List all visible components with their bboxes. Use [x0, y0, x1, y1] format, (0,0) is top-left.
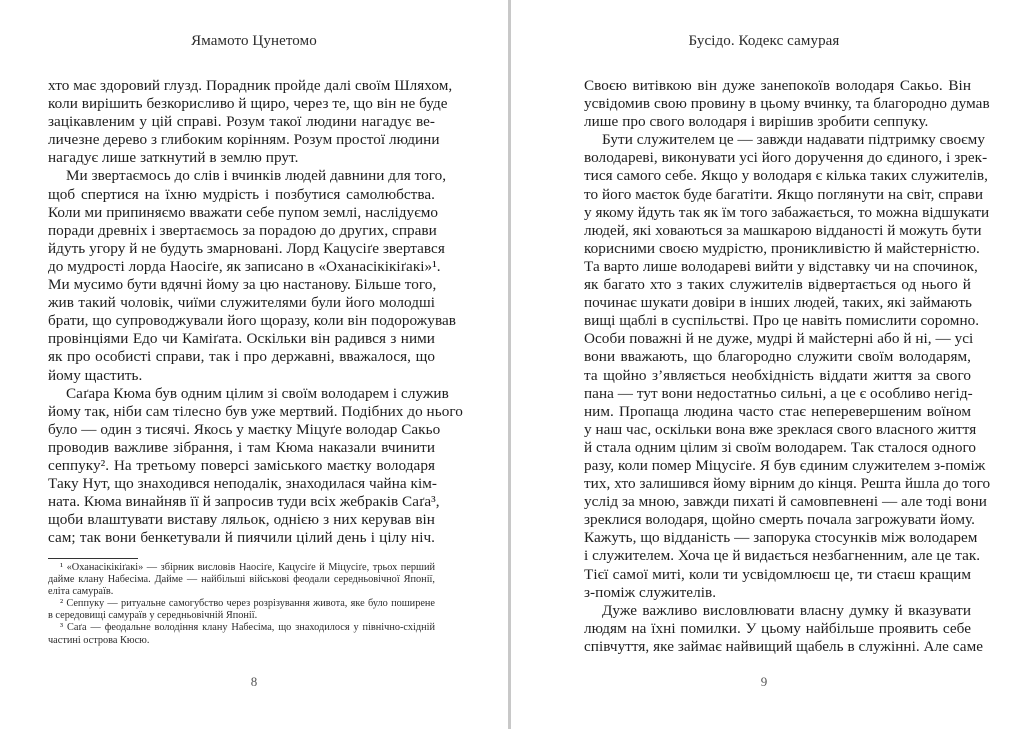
text-line: як багато хто з таких служителів відвертається од нього й [584, 276, 971, 294]
text-line: володареві, виконувати усі його доручення до єдиного, і зрек- [584, 149, 988, 167]
text-line: пана — тут вони недостатньо сильні, а це є особливо негід- [584, 384, 973, 402]
text-line: людям на їхні помилки. У цьому найбільше проявить себе [584, 619, 971, 637]
text-line: йому щастить. [48, 366, 143, 384]
page-number: 9 [760, 674, 768, 689]
text-line: було — один з тисячі. Якось у маєтку Міцуґе володар Сакьо [48, 420, 441, 438]
text-line: жив такий чоловік, чиїми служителями були його молодші [48, 294, 435, 312]
footnote-line: ³ Саґа — феодальне володіння клану Набесіма, що знаходилося у північно-східній [60, 622, 435, 634]
footnote-line: дайме клану Набесіма. Дайме — найбільші військові феодали середньовічної Японії, [48, 574, 435, 586]
text-line: щоб спертися на їхню мудрість і позбутися самолюбства. [48, 185, 435, 203]
text-line: починає шукати довіри в інших людей, таких, які займають [584, 294, 972, 312]
text-line: Своєю витівкою він дуже занепокоїв володаря Сакьо. Він [584, 77, 971, 94]
text-line: коли вирішить безкорисливо й щиро, через те, що він не буде [48, 95, 448, 113]
text-line: співчуття, яке займає найвищий щабель в служінні. Але саме [584, 637, 984, 655]
text-line: провінціями Едо чи Каміґата. Оскільки він радився з ними [48, 330, 435, 348]
footnote-line: частині острова Кюсю. [48, 634, 150, 646]
body-text [48, 77, 463, 547]
text-line: Бути служителем це — завжди надавати підтримку своєму [602, 131, 985, 149]
text-line: людей, які ховаються за машкарою відданості й можуть бути [584, 221, 982, 239]
footnotes [48, 562, 435, 647]
text-line: вищі щаблі в суспільстві. Про це навіть помислити соромно. [584, 312, 980, 330]
text-line: сеппуку². На третьому поверсі заміського маєтку володаря [48, 456, 435, 474]
footnote-line: ¹ «Оханасікікіґакі» — збірник висловів Наосіґе, Кацусіґе й Міцусіґе, трьох перший [60, 562, 435, 573]
text-line: йому так, ніби сам тілесно був уже мертвий. Подібних до нього [48, 402, 463, 420]
text-line: тих, хто залишився йому вірним до кінця. Решта йшла до того [584, 475, 991, 493]
text-line: нагадує лише заткнутий в землю прут. [48, 149, 299, 167]
text-line: і служителем. Хоча це й видається незбагненним, але це так. [584, 547, 981, 565]
text-line: зреклися володаря, щойно смерть почала загрожувати йому. [584, 511, 975, 529]
body-text [584, 77, 991, 656]
text-line: Коли ми припиняємо вважати себе пупом землі, наслідуємо [48, 203, 439, 221]
text-line: та щойно з’являється необхідність віддати життя за свого [584, 366, 971, 384]
text-line: йдуть угору й не будуть змарновані. Лорд Кацусіґе звертався [48, 239, 445, 257]
text-line: проводив важливе зібрання, і там Кюма наказали вчинити [48, 438, 435, 456]
text-line: зацікавленим у цій справі. Розум такої людини нагадує ве- [48, 113, 435, 131]
text-line: услід за мною, завжди пихаті й самовпевнені — але тоді вони [584, 493, 987, 511]
text-line: разу, коли помер Міцусіґе. Я був єдиним служителем з-поміж [584, 456, 986, 474]
text-line: брати, що супроводжували його щоразу, коли він подорожував [48, 312, 456, 330]
text-line: сам; так вони бенкетували й пиячили цілий день і цілу ніч. [48, 529, 435, 547]
text-line: Саґара Кюма був одним цілим зі своїм володарем і служив [66, 384, 449, 402]
text-line: корисними своєю мудрістю, проникливістю й майстерністю. [584, 239, 980, 257]
text-line: Ми мусимо бути вдячні йому за цю настанову. Більше того, [48, 276, 437, 294]
text-line: у наш час, оскільки вона вже зреклася свого власного життя [584, 420, 977, 438]
text-line: з-поміж служителів. [584, 583, 717, 601]
text-line: ним. Пропаща людина часто стає неперевершеним воїном [584, 402, 971, 420]
text-line: усвідомив свою провину в цьому вчинку, та благородно думав [584, 95, 990, 113]
footnote-separator [48, 558, 138, 559]
footnote-line: в середовищі самураїв у середньовічній Японії. [48, 610, 258, 622]
text-line: Кажуть, що відданість — запорука стосунків між володарем [584, 529, 978, 547]
text-line: ната. Кюма винайняв її й запросив туди всіх жебраків Саґа³, [48, 493, 440, 511]
left-page [0, 0, 508, 729]
text-line: Ми звертаємось до слів і вчинків людей давнини для того, [66, 167, 447, 185]
running-head-author: Ямамото Цунетомо [191, 33, 317, 49]
text-line: поради древніх і звертаємось за порадою до других, справи [48, 221, 437, 239]
text-line: до мудрості лорда Наосіґе, як записано в «Оханасікікіґакі»¹. [48, 257, 441, 275]
text-line: тися самого себе. Якщо у володаря є кілька таких служителів, [584, 167, 988, 185]
text-line: Таку Нут, що знаходився неподалік, знаходилася чайна кім- [48, 475, 437, 493]
text-line: хто має здоровий глузд. Порадник пройде далі своїм Шляхом, [48, 77, 453, 94]
text-line: й стала одним цілим зі своїм володарем. Так сталося одного [584, 438, 977, 456]
text-line: то його маєток буде багатіти. Якщо поглянути на світ, справи [584, 185, 984, 203]
text-line: щоби влаштувати виставу ляльок, однією з них керував він [48, 511, 435, 529]
footnote-line: еліта самураїв. [48, 586, 114, 598]
text-line: у якому йдуть так як їм того забажається, то можна відшукати [584, 203, 990, 221]
page-number: 8 [250, 674, 258, 689]
text-line: Тієї самої миті, коли ти усвідомлюєш це, ти стаєш кращим [584, 565, 971, 583]
text-line: Та варто лише володареві вийти у відставку чи на спочинок, [584, 257, 978, 275]
text-line: лише про свого володаря і вирішив зробити сеппуку. [584, 113, 929, 131]
footnote-line: ² Сеппуку — ритуальне самогубство через розрізування живота, яке було поширене [60, 598, 435, 610]
text-line: Дуже важливо висловлювати власну думку й вказувати [602, 601, 971, 619]
text-line: Особи поважні й не дуже, мудрі й майстерні або й ні, — усі [584, 330, 974, 348]
text-line: личезне дерево з глибоким корінням. Розум простої людини [48, 131, 440, 149]
right-page [511, 0, 1017, 729]
text-line: вони вважають, що благородно служити своїм володарям, [584, 348, 971, 366]
text-line: як про особисті справи, так і про державні, вважалося, що [48, 348, 435, 366]
running-head-title: Бусідо. Кодекс самурая [688, 33, 840, 49]
